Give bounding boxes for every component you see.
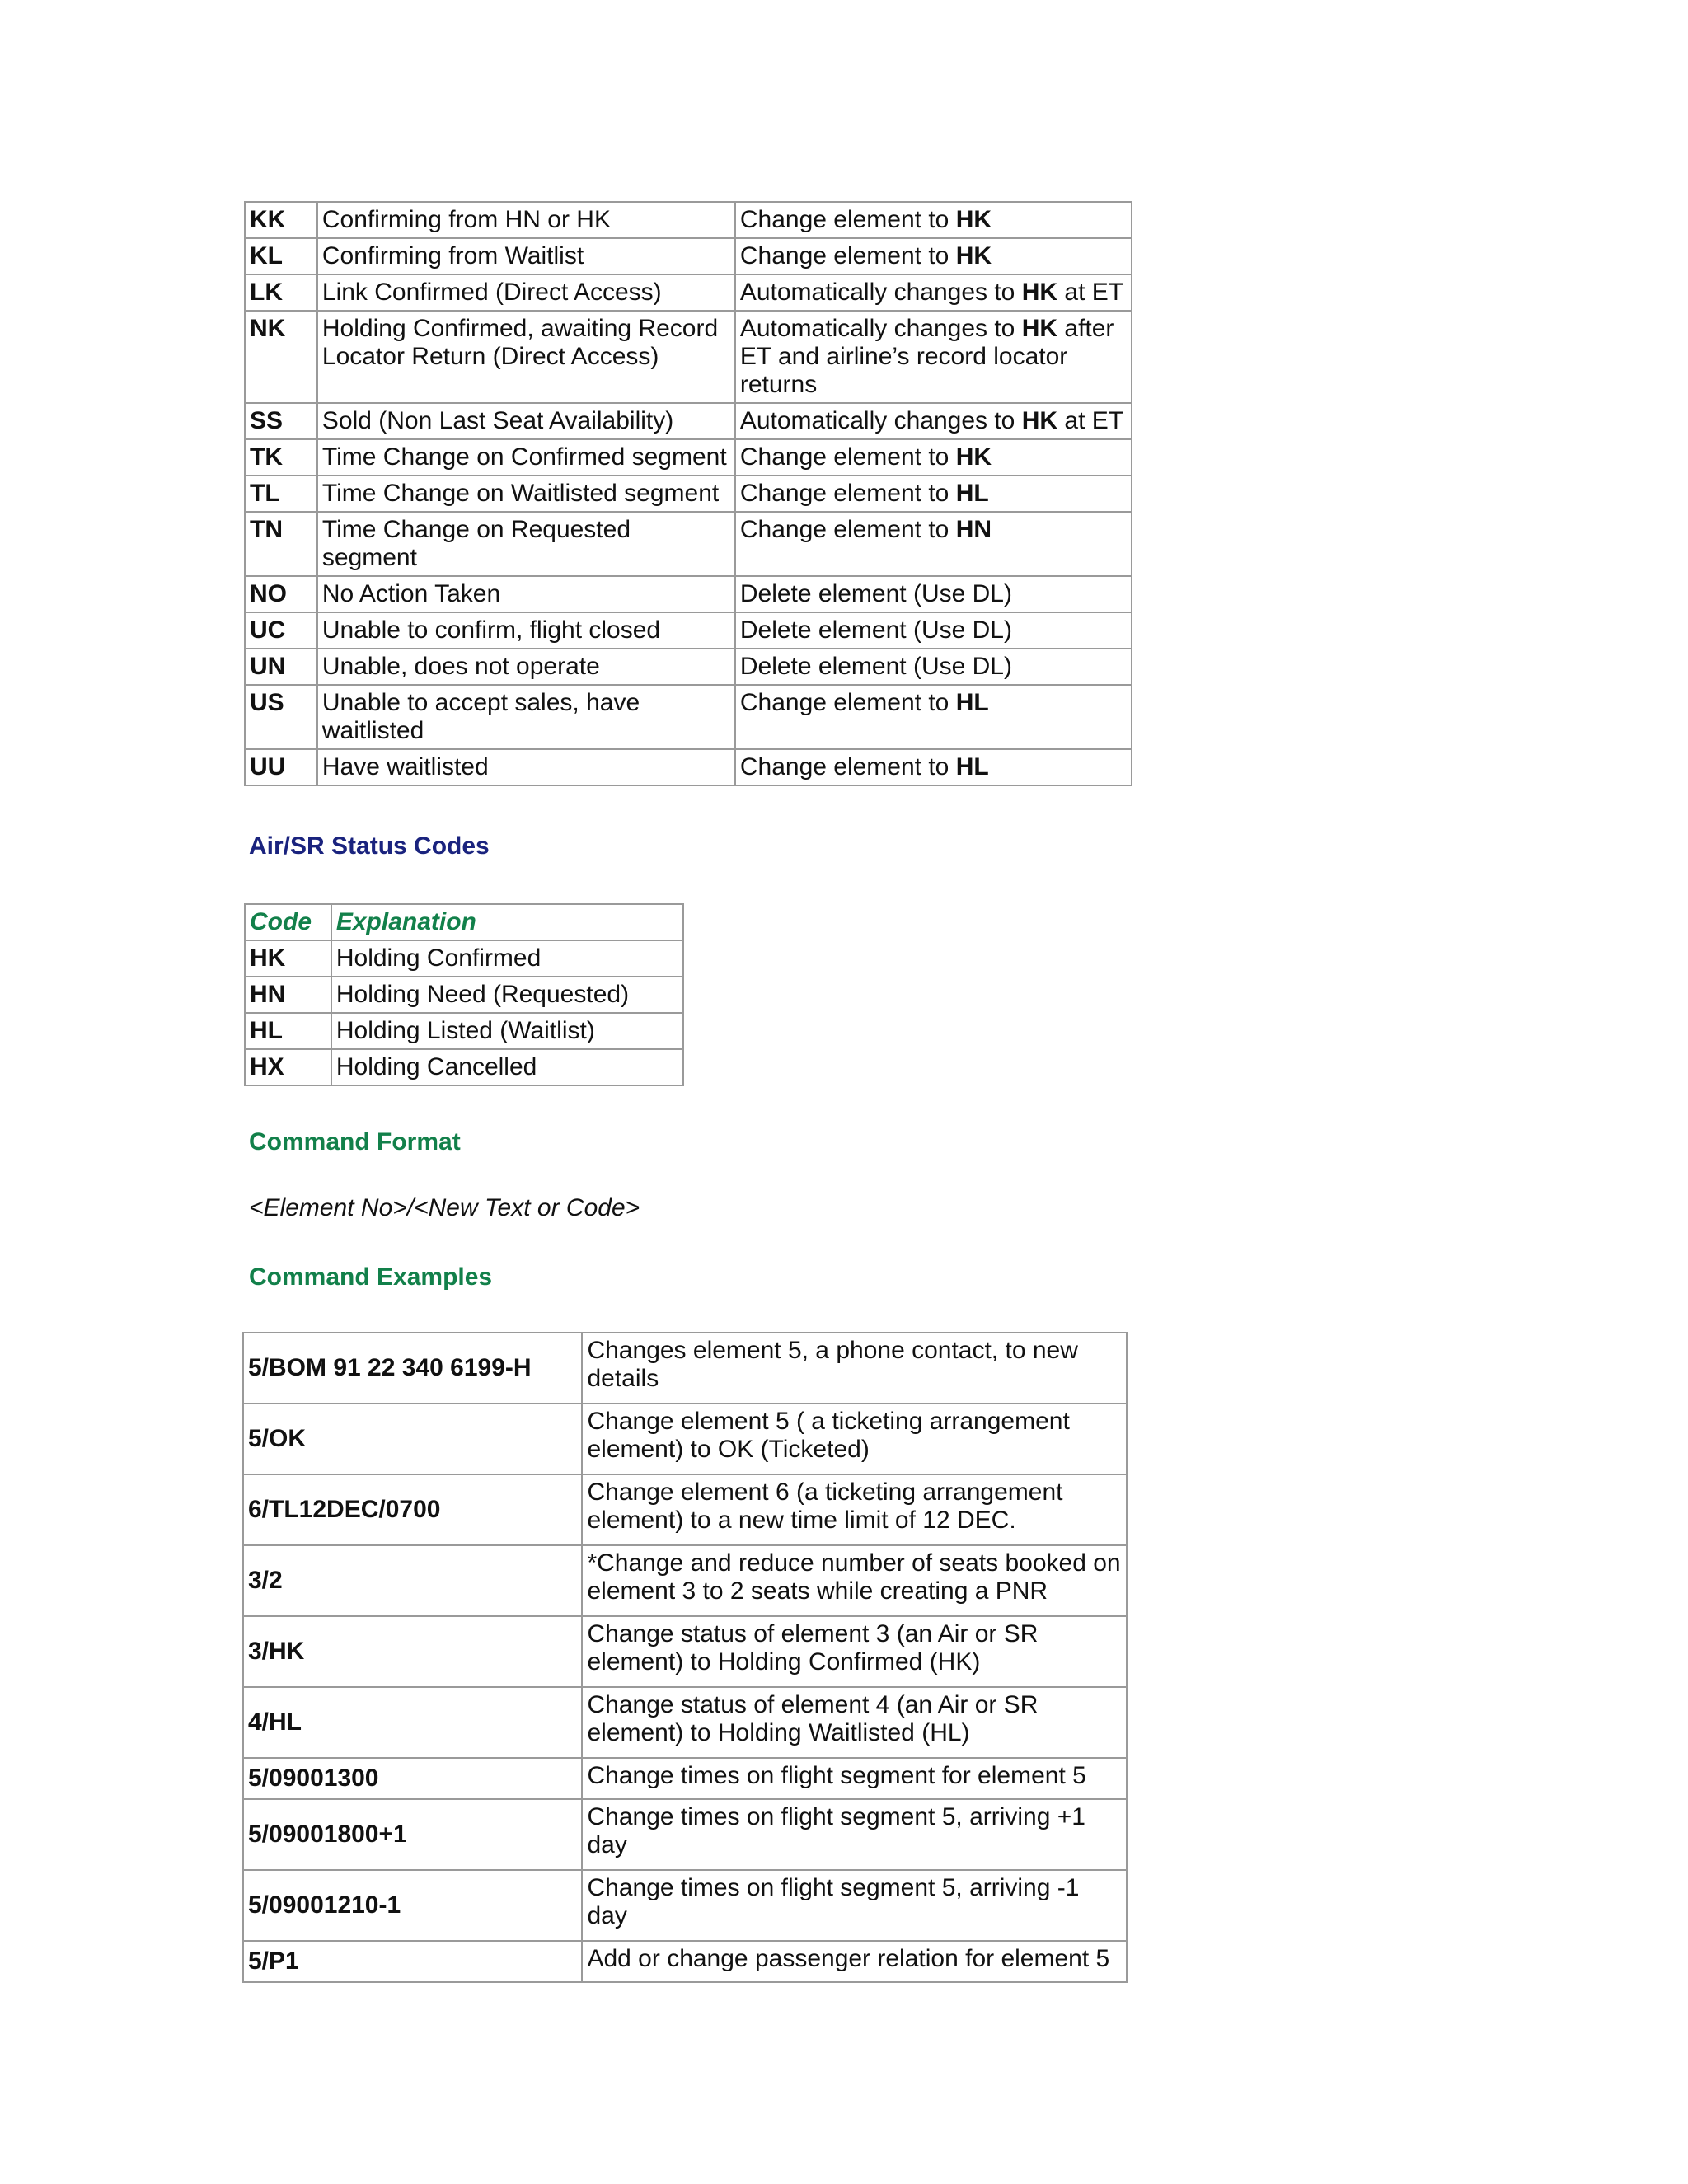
table-row <box>245 439 1132 476</box>
table-row <box>245 1013 683 1049</box>
status-code-actions-table <box>244 201 1132 786</box>
table-row <box>243 1687 1127 1758</box>
status-action <box>735 649 1132 685</box>
status-code: TK <box>245 439 317 476</box>
status-meaning: Link Confirmed (Direct Access) <box>317 274 735 311</box>
air-sr-status-codes-table <box>244 903 684 1086</box>
table-row <box>245 749 1132 785</box>
action-code: HL <box>955 480 989 507</box>
status-meaning: Unable, does not operate <box>317 649 735 685</box>
status-code: NO <box>245 576 317 612</box>
action-suffix: after ET and airline’s record locator returns <box>739 315 1114 398</box>
action-code: HL <box>955 753 989 780</box>
example-description: Change times on flight segment 5, arriving +1 day <box>582 1799 1127 1870</box>
example-command: 5/09001210-1 <box>243 1870 582 1941</box>
action-code: HK <box>1021 279 1058 306</box>
table-row <box>245 977 683 1013</box>
action-text: Change element to <box>739 753 956 780</box>
example-command: 3/HK <box>243 1616 582 1687</box>
status-meaning: Time Change on Confirmed segment <box>317 439 735 476</box>
column-header-code: Code <box>245 904 331 940</box>
status-code: KL <box>245 238 317 274</box>
table-row <box>243 1941 1127 1982</box>
table-row <box>243 1758 1127 1799</box>
command-examples-heading: Command Examples <box>249 1263 493 1291</box>
action-text: Change element to <box>739 242 956 269</box>
air-sr-code: HX <box>245 1049 331 1085</box>
status-code: NK <box>245 311 317 403</box>
example-command: 4/HL <box>243 1687 582 1758</box>
table-row <box>243 1545 1127 1616</box>
table-row <box>245 940 683 977</box>
table-row <box>243 1474 1127 1545</box>
example-description: Change status of element 4 (an Air or SR element) to Holding Waitlisted (HL) <box>582 1687 1127 1758</box>
action-suffix: at ET <box>1057 407 1124 434</box>
air-sr-code: HL <box>245 1013 331 1049</box>
status-action <box>735 311 1132 403</box>
example-description: Change times on flight segment 5, arriving -1 day <box>582 1870 1127 1941</box>
example-command: 5/09001800+1 <box>243 1799 582 1870</box>
status-meaning: Holding Confirmed, awaiting Record Locator Return (Direct Access) <box>317 311 735 403</box>
example-description: Change element 6 (a ticketing arrangement element) to a new time limit of 12 DEC. <box>582 1474 1127 1545</box>
action-suffix: at ET <box>1057 279 1124 306</box>
status-action <box>735 202 1132 238</box>
table-row <box>245 274 1132 311</box>
table-row <box>245 476 1132 512</box>
table-row <box>243 1333 1127 1404</box>
air-sr-code: HK <box>245 940 331 977</box>
example-command: 5/09001300 <box>243 1758 582 1799</box>
action-text: Automatically changes to <box>739 407 1022 434</box>
action-text: Delete element (Use DL) <box>739 580 1012 607</box>
action-text: Change element to <box>739 206 956 233</box>
table-row <box>243 1404 1127 1474</box>
action-code: HK <box>955 443 992 471</box>
status-code: UU <box>245 749 317 785</box>
status-code: US <box>245 685 317 749</box>
status-code: TL <box>245 476 317 512</box>
status-code: LK <box>245 274 317 311</box>
air-sr-status-codes-heading: Air/SR Status Codes <box>249 832 490 860</box>
action-code: HK <box>955 206 992 233</box>
example-description: Add or change passenger relation for element 5 <box>582 1941 1127 1982</box>
action-code: HK <box>1021 407 1058 434</box>
action-text: Change element to <box>739 689 956 716</box>
table-row <box>245 612 1132 649</box>
action-text: Change element to <box>739 480 956 507</box>
air-sr-explanation: Holding Cancelled <box>331 1049 683 1085</box>
action-text: Delete element (Use DL) <box>739 653 1012 680</box>
action-code: HN <box>955 516 992 543</box>
status-code: SS <box>245 403 317 439</box>
status-action <box>735 749 1132 785</box>
example-description: Change times on flight segment for element 5 <box>582 1758 1127 1799</box>
example-command: 3/2 <box>243 1545 582 1616</box>
command-examples-table <box>242 1332 1128 1983</box>
action-text: Change element to <box>739 516 956 543</box>
status-action <box>735 439 1132 476</box>
status-action <box>735 612 1132 649</box>
air-sr-explanation: Holding Listed (Waitlist) <box>331 1013 683 1049</box>
status-code: TN <box>245 512 317 576</box>
example-command: 5/P1 <box>243 1941 582 1982</box>
table-row <box>245 1049 683 1085</box>
table-row <box>243 1870 1127 1941</box>
example-description: Changes element 5, a phone contact, to new details <box>582 1333 1127 1404</box>
status-action <box>735 238 1132 274</box>
status-code: KK <box>245 202 317 238</box>
action-code: HK <box>1021 315 1058 342</box>
command-format-syntax: <Element No>/<New Text or Code> <box>249 1194 640 1221</box>
status-action <box>735 274 1132 311</box>
example-command: 5/BOM 91 22 340 6199-H <box>243 1333 582 1404</box>
status-meaning: Time Change on Waitlisted segment <box>317 476 735 512</box>
status-meaning: No Action Taken <box>317 576 735 612</box>
air-sr-explanation: Holding Confirmed <box>331 940 683 977</box>
command-format-heading: Command Format <box>249 1128 461 1155</box>
status-meaning: Unable to confirm, flight closed <box>317 612 735 649</box>
table-row <box>243 1799 1127 1870</box>
table-row <box>245 202 1132 238</box>
action-text: Delete element (Use DL) <box>739 616 1012 644</box>
status-code: UN <box>245 649 317 685</box>
status-meaning: Unable to accept sales, have waitlisted <box>317 685 735 749</box>
status-meaning: Confirming from HN or HK <box>317 202 735 238</box>
example-description: Change status of element 3 (an Air or SR element) to Holding Confirmed (HK) <box>582 1616 1127 1687</box>
example-command: 6/TL12DEC/0700 <box>243 1474 582 1545</box>
table-row <box>245 512 1132 576</box>
table-row <box>245 238 1132 274</box>
table-header-row <box>245 904 683 940</box>
status-meaning: Have waitlisted <box>317 749 735 785</box>
table-row <box>245 403 1132 439</box>
status-code: UC <box>245 612 317 649</box>
status-action <box>735 403 1132 439</box>
example-description: Change element 5 ( a ticketing arrangement element) to OK (Ticketed) <box>582 1404 1127 1474</box>
status-action <box>735 576 1132 612</box>
air-sr-explanation: Holding Need (Requested) <box>331 977 683 1013</box>
action-text: Automatically changes to <box>739 279 1022 306</box>
air-sr-code: HN <box>245 977 331 1013</box>
status-action <box>735 512 1132 576</box>
action-text: Change element to <box>739 443 956 471</box>
example-command: 5/OK <box>243 1404 582 1474</box>
action-code: HL <box>955 689 989 716</box>
column-header-explanation: Explanation <box>331 904 683 940</box>
action-text: Automatically changes to <box>739 315 1022 342</box>
status-action <box>735 685 1132 749</box>
status-meaning: Time Change on Requested segment <box>317 512 735 576</box>
table-row <box>243 1616 1127 1687</box>
table-row <box>245 576 1132 612</box>
status-meaning: Sold (Non Last Seat Availability) <box>317 403 735 439</box>
table-row <box>245 685 1132 749</box>
status-action <box>735 476 1132 512</box>
example-description: *Change and reduce number of seats booked on element 3 to 2 seats while creating a PNR <box>582 1545 1127 1616</box>
table-row <box>245 311 1132 403</box>
table-row <box>245 649 1132 685</box>
status-meaning: Confirming from Waitlist <box>317 238 735 274</box>
action-code: HK <box>955 242 992 269</box>
